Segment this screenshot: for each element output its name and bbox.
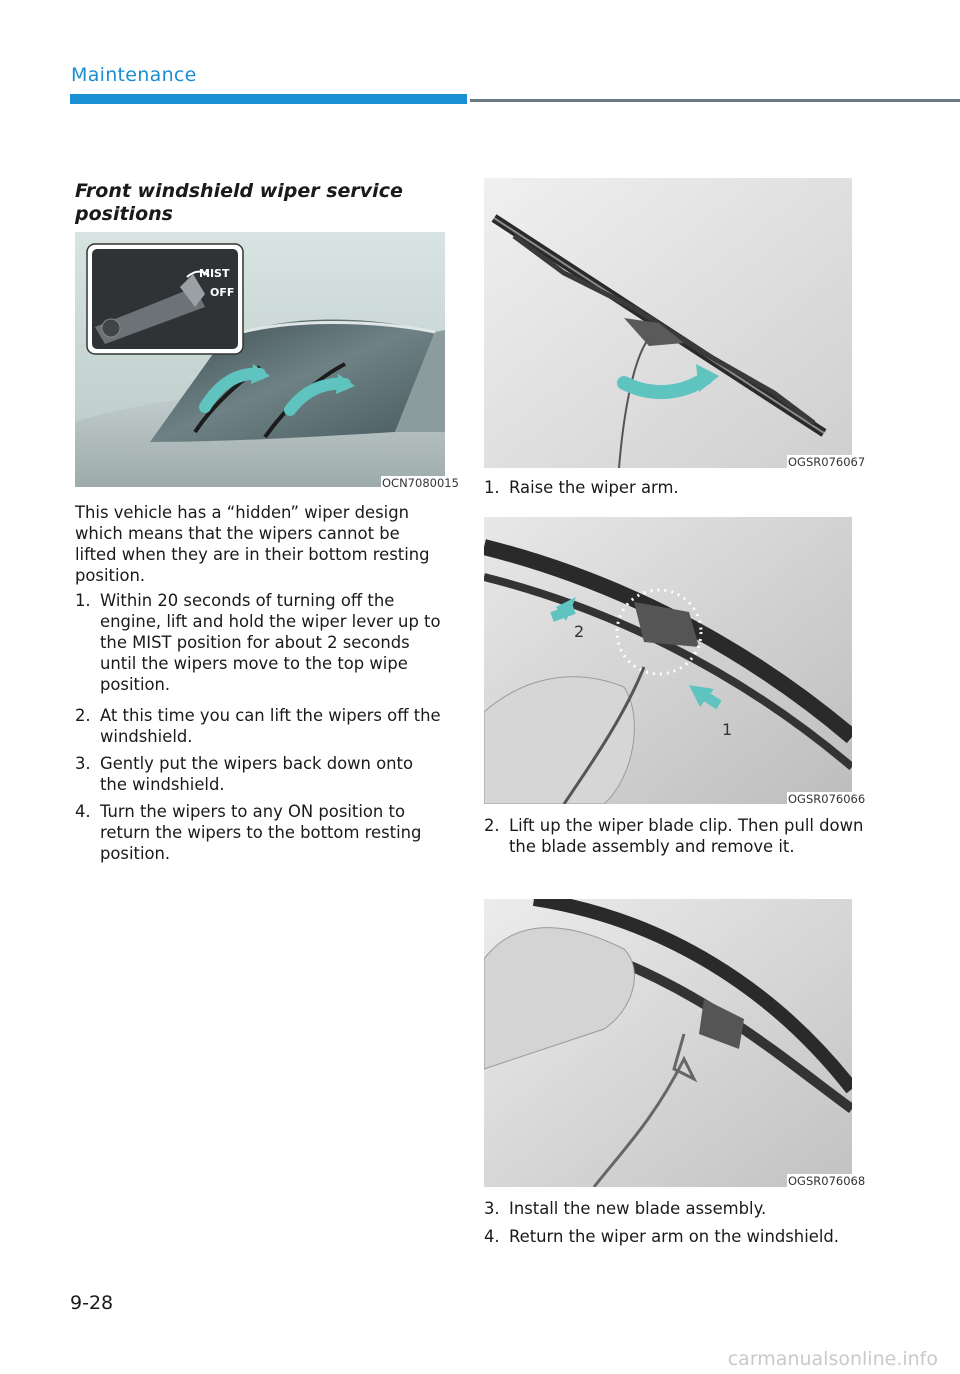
step-text: Lift up the wiper blade clip. Then pull down the blade assembly and remove it.	[509, 816, 864, 856]
left-step-4	[75, 801, 445, 864]
step-number: 1.	[484, 478, 500, 497]
raise-wiper-arm-figure	[484, 178, 852, 468]
step-number: 2.	[484, 816, 500, 835]
section-title: Maintenance	[71, 64, 197, 86]
step-number: 2.	[75, 706, 91, 725]
figure-code: OCN7080015	[382, 476, 459, 490]
header-rule	[470, 99, 960, 102]
remove-blade-figure	[484, 517, 852, 804]
callout-two: 2	[574, 622, 585, 641]
step-number: 3.	[484, 1199, 500, 1218]
figure-code: OGSR076066	[788, 792, 866, 806]
install-blade-figure	[484, 899, 852, 1187]
step-text: Turn the wipers to any ON position to return the wipers to the bottom resting position.	[100, 802, 422, 863]
mist-label: MIST	[199, 267, 230, 280]
right-step-3	[484, 1198, 879, 1219]
step-text: Gently put the wipers back down onto the windshield.	[100, 754, 414, 794]
step-number: 4.	[484, 1227, 500, 1246]
step-number: 3.	[75, 754, 91, 773]
left-step-2	[75, 705, 445, 747]
intro-paragraph: This vehicle has a “hidden” wiper design which means that the wipers cannot be lifted when they are in their bottom resting position.	[75, 503, 430, 585]
header-rule-accent	[70, 94, 467, 104]
off-label: OFF	[210, 286, 235, 299]
step-text: Within 20 seconds of turning off the engine, lift and hold the wiper lever up to the MIST position for about 2 seconds until the wipers move to the top wipe position.	[100, 591, 441, 694]
callout-one: 1	[722, 720, 733, 739]
left-step-3	[75, 753, 445, 795]
left-step-1	[75, 590, 445, 695]
section-heading: Front windshield wiper service positions	[75, 180, 403, 225]
right-step-4	[484, 1226, 849, 1247]
windshield-wiper-figure	[75, 232, 445, 487]
figure-code: OGSR076067	[788, 455, 866, 469]
step-number: 4.	[75, 802, 91, 821]
step-text: At this time you can lift the wipers off the windshield.	[100, 706, 441, 746]
step-text: Raise the wiper arm.	[509, 478, 679, 497]
watermark: carmanualsonline.info	[727, 1348, 938, 1370]
step-text: Return the wiper arm on the windshield.	[509, 1227, 839, 1246]
step-text: Install the new blade assembly.	[509, 1199, 767, 1218]
page-number: 9-28	[70, 1292, 114, 1314]
figure-code: OGSR076068	[788, 1174, 866, 1188]
right-step-1	[484, 477, 849, 498]
right-step-2	[484, 815, 879, 857]
step-number: 1.	[75, 591, 91, 610]
